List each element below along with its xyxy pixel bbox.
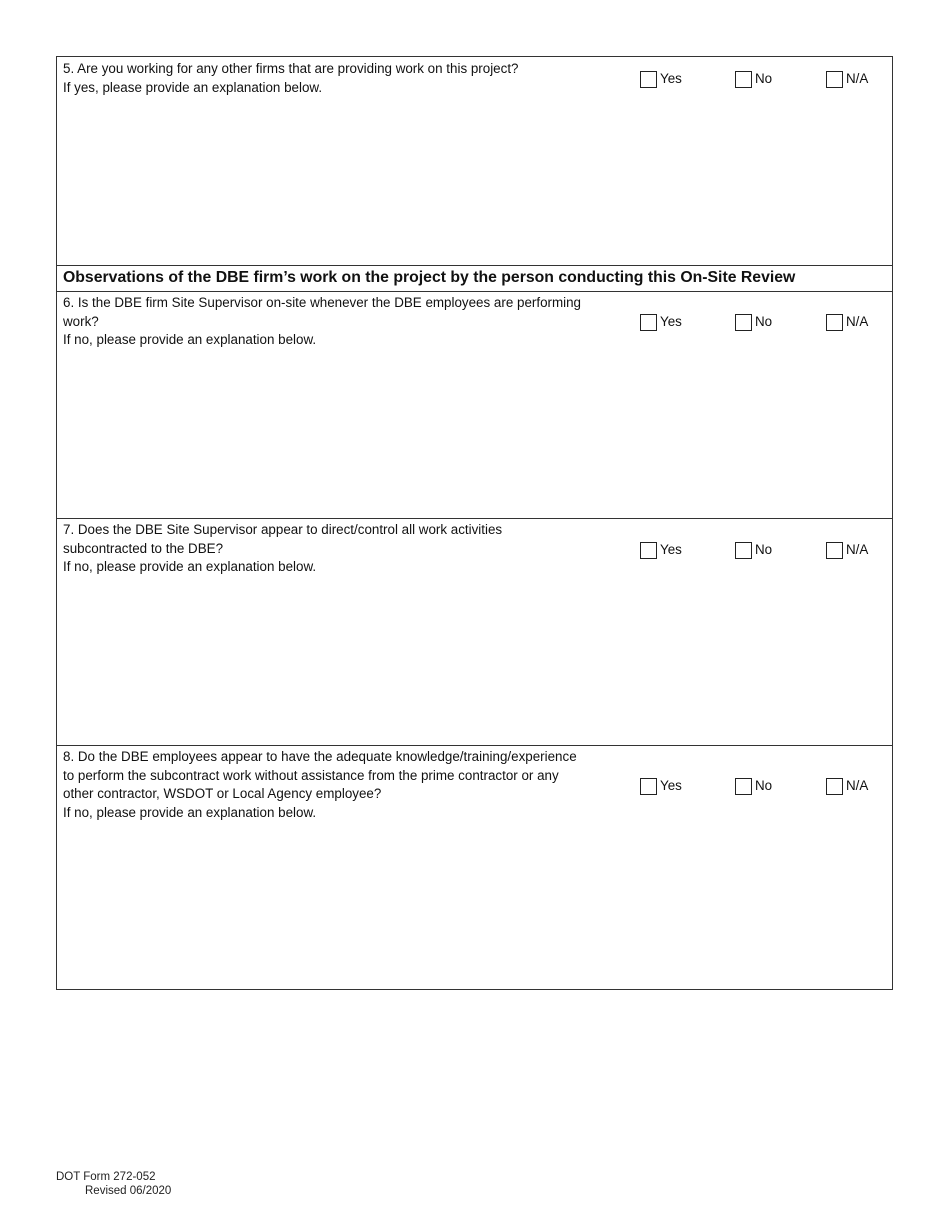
form-number: DOT Form 272-052 (56, 1171, 156, 1183)
question-7-yes-checkbox[interactable] (640, 542, 657, 559)
question-5-yes-checkbox[interactable] (640, 71, 657, 88)
question-5-text (63, 60, 613, 97)
question-5-no-option[interactable] (735, 70, 772, 88)
question-8-no-option[interactable] (735, 777, 772, 795)
question-7-line-3: If no, please provide an explanation below. (63, 559, 317, 574)
question-5-no-checkbox[interactable] (735, 71, 752, 88)
question-5-yes-option[interactable] (640, 70, 682, 88)
question-6-text (63, 294, 613, 350)
question-8-section (57, 745, 892, 990)
section-heading: Observations of the DBE firm’s work on the project by the person conducting this On-Site Review (63, 269, 796, 286)
question-5-na-option[interactable] (826, 70, 868, 88)
question-5-na-label: N/A (846, 71, 869, 86)
question-8-yes-label: Yes (660, 778, 682, 793)
question-6-no-checkbox[interactable] (735, 314, 752, 331)
question-5-line-2: If yes, please provide an explanation below. (63, 79, 323, 95)
question-7-line-2: subcontracted to the DBE? (63, 540, 224, 556)
question-7-no-checkbox[interactable] (735, 542, 752, 559)
question-8-line-4: If no, please provide an explanation below. (63, 804, 317, 820)
question-8-na-label: N/A (846, 778, 869, 793)
question-7-yes-option[interactable] (640, 541, 682, 559)
question-7-na-checkbox[interactable] (826, 542, 843, 559)
question-6-na-label: N/A (846, 314, 869, 329)
question-6-yes-option[interactable] (640, 313, 682, 331)
form-footer (56, 1170, 171, 1198)
question-8-no-label: No (755, 778, 773, 793)
question-5-section (57, 57, 892, 265)
question-6-na-option[interactable] (826, 313, 868, 331)
question-7-no-label: No (755, 542, 773, 557)
question-6-yes-checkbox[interactable] (640, 314, 657, 331)
question-6-section (57, 291, 892, 518)
question-8-na-option[interactable] (826, 777, 868, 795)
question-8-text (63, 748, 613, 822)
revision-date: Revised 06/2020 (85, 1185, 172, 1197)
question-6-line-1: 6. Is the DBE firm Site Supervisor on-site whenever the DBE employees are performing (63, 295, 581, 310)
question-6-na-checkbox[interactable] (826, 314, 843, 331)
question-6-line-3: If no, please provide an explanation below. (63, 332, 317, 347)
question-6-yes-label: Yes (660, 314, 682, 329)
question-8-yes-option[interactable] (640, 777, 682, 795)
question-7-na-option[interactable] (826, 541, 868, 559)
question-5-na-checkbox[interactable] (826, 71, 843, 88)
question-7-section (57, 518, 892, 745)
question-8-line-2: to perform the subcontract work without assistance from the prime contractor or any (63, 767, 559, 783)
question-8-yes-checkbox[interactable] (640, 778, 657, 795)
question-5-line-1: 5. Are you working for any other firms that are providing work on this project? (63, 61, 519, 76)
question-7-line-1: 7. Does the DBE Site Supervisor appear to direct/control all work activities (63, 522, 503, 537)
question-6-no-label: No (755, 314, 773, 329)
question-6-no-option[interactable] (735, 313, 772, 331)
question-7-no-option[interactable] (735, 541, 772, 559)
question-8-line-1: 8. Do the DBE employees appear to have the adequate knowledge/training/experience (63, 749, 577, 764)
question-7-yes-label: Yes (660, 542, 682, 557)
question-8-no-checkbox[interactable] (735, 778, 752, 795)
question-8-line-3: other contractor, WSDOT or Local Agency employee? (63, 786, 382, 801)
form-frame (56, 56, 893, 990)
question-6-line-2: work? (63, 313, 99, 329)
question-7-text (63, 521, 613, 577)
question-7-na-label: N/A (846, 542, 869, 557)
question-5-yes-label: Yes (660, 71, 682, 86)
question-8-na-checkbox[interactable] (826, 778, 843, 795)
question-5-no-label: No (755, 71, 773, 86)
